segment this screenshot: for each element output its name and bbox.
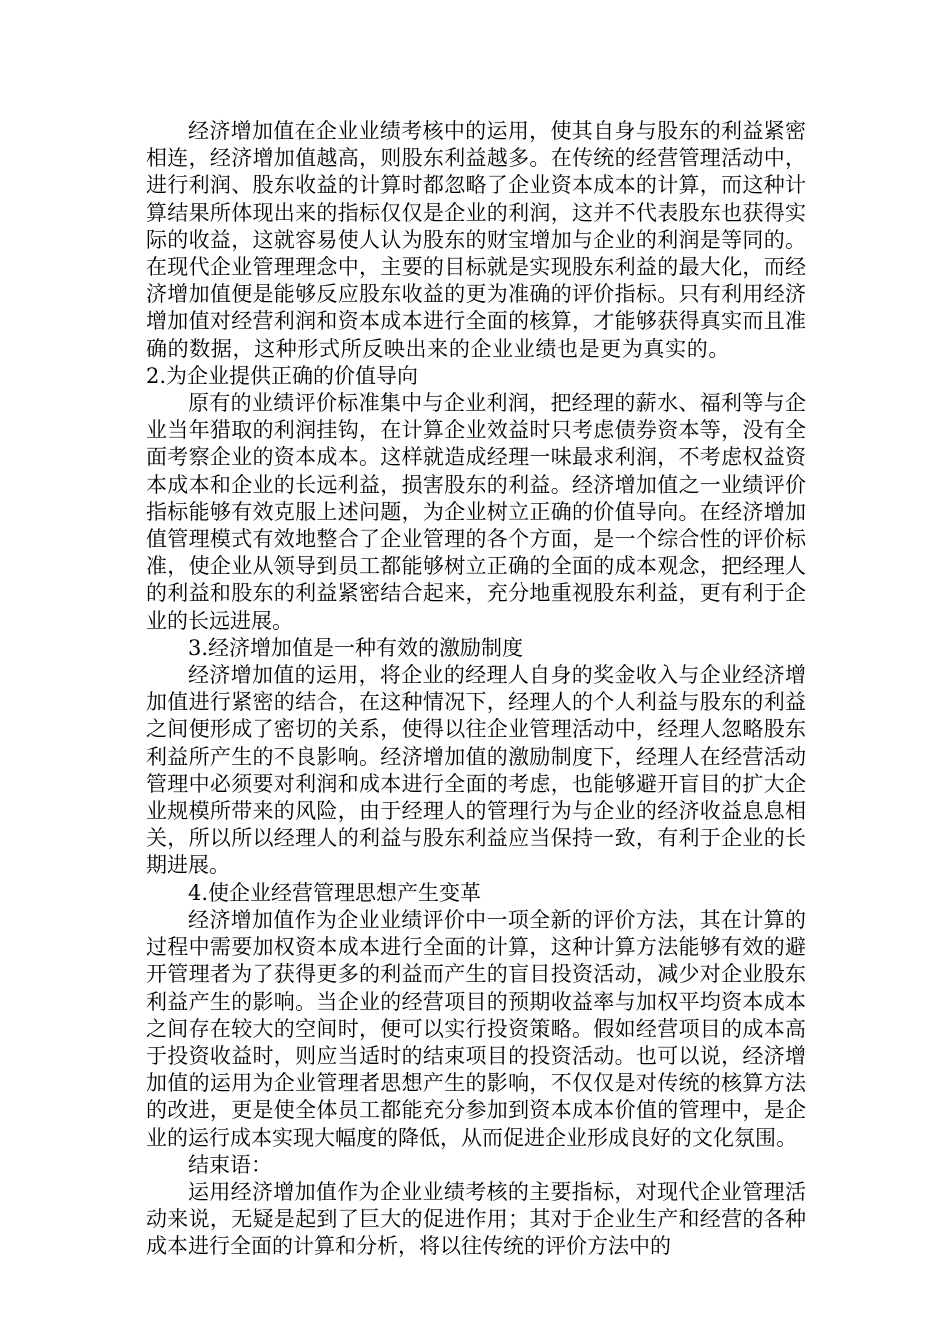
paragraph-value-orientation: 原有的业绩评价标准集中与企业利润，把经理的薪水、福利等与企业当年猎取的利润挂钩，在计算企业效益时只考虑债券资本等，没有全面考察企业的资本成本。这样就造成经理一味最求利润，不考虑权益资本成本和企业的长远利益，损害股东的利益。经济增加值之一业绩评价指标能够有效克服上述问题，为企业树立正确的价值导向。在经济增加值管理模式有效地整合了企业管理的各个方面，是一个综合性的评价标准，使企业从领导到员工都能够树立正确的全面的成本观念，把经理人的利益和股东的利益紧密结合起来，充分地重视股东利益，更有利于企业的长远进展。 [146,391,806,633]
section-heading-value-orientation: 2.为企业提供正确的价值导向 [146,363,419,388]
section-heading-incentive-system: 3.经济增加值是一种有效的激励制度 [188,635,524,660]
section-heading-management-thinking: 4.使企业经营管理思想产生变革 [188,880,482,905]
paragraph-incentive-system: 经济增加值的运用，将企业的经理人自身的奖金收入与企业经济增加值进行紧密的结合，在这种情况下，经理人的个人利益与股东的利益之间便形成了密切的关系，使得以往企业管理活动中，经理人忽略股东利益所产生的不良影响。经济增加值的激励制度下，经理人在经营活动管理中必须要对利润和成本进行全面的考虑，也能够避开盲目的扩大企业规模所带来的风险，由于经理人的管理行为与企业的经济收益息息相关，所以所以经理人的利益与股东利益应当保持一致，有利于企业的长期进展。 [146,663,806,878]
paragraph-text: 经济增加值在企业业绩考核中的运用，使其自身与股东的利益紧密相连，经济增加值越高，则股东利益越多。在传统的经营管理活动中，进行利润、股东收益的计算时都忽略了企业资本成本的计算，而这种计算结果所体现出来的指标仅仅是企业的利润，这并不代表股东也获得实际的收益，这就容易使人认为股东的财宝增加与企业的利润是等同的。在现代企业管理理念中，主要的目标就是实现股东利益的最大化，而经济增加值便是能够反应股东收益的更为准确的评价指标。只有利用经济增加值对经营利润和资本成本进行全面的核算，才能够获得真实而且准确的数据，这种形式所反映出来的企业业绩也是更为真实的。 [146,119,806,361]
conclusion-heading: 结束语： [188,1152,272,1177]
paragraph-management-thinking: 经济增加值作为企业业绩评价中一项全新的评价方法，其在计算的过程中需要加权资本成本进行全面的计算，这种计算方法能够有效的避开管理者为了获得更多的利益而产生的盲目投资活动，减少对企业股东利益产生的影响。当企业的经营项目的预期收益率与加权平均资本成本之间存在较大的空间时，便可以实行投资策略。假如经营项目的成本高于投资收益时，则应当适时的结束项目的投资活动。也可以说，经济增加值的运用为企业管理者思想产生的影响，不仅仅是对传统的核算方法的改进，更是使全体员工都能充分参加到资本成本价值的管理中，是企业的运行成本实现大幅度的降低，从而促进企业形成良好的文化氛围。 [146,907,806,1150]
paragraph-conclusion: 运用经济增加值作为企业业绩考核的主要指标，对现代企业管理活动来说，无疑是起到了巨大的促进作用；其对于企业生产和经营的各种成本进行全面的计算和分析，将以往传统的评价方法中的 [146,1179,806,1259]
paragraph-eva-shareholder-value [146,118,806,390]
document-body [146,118,806,1261]
